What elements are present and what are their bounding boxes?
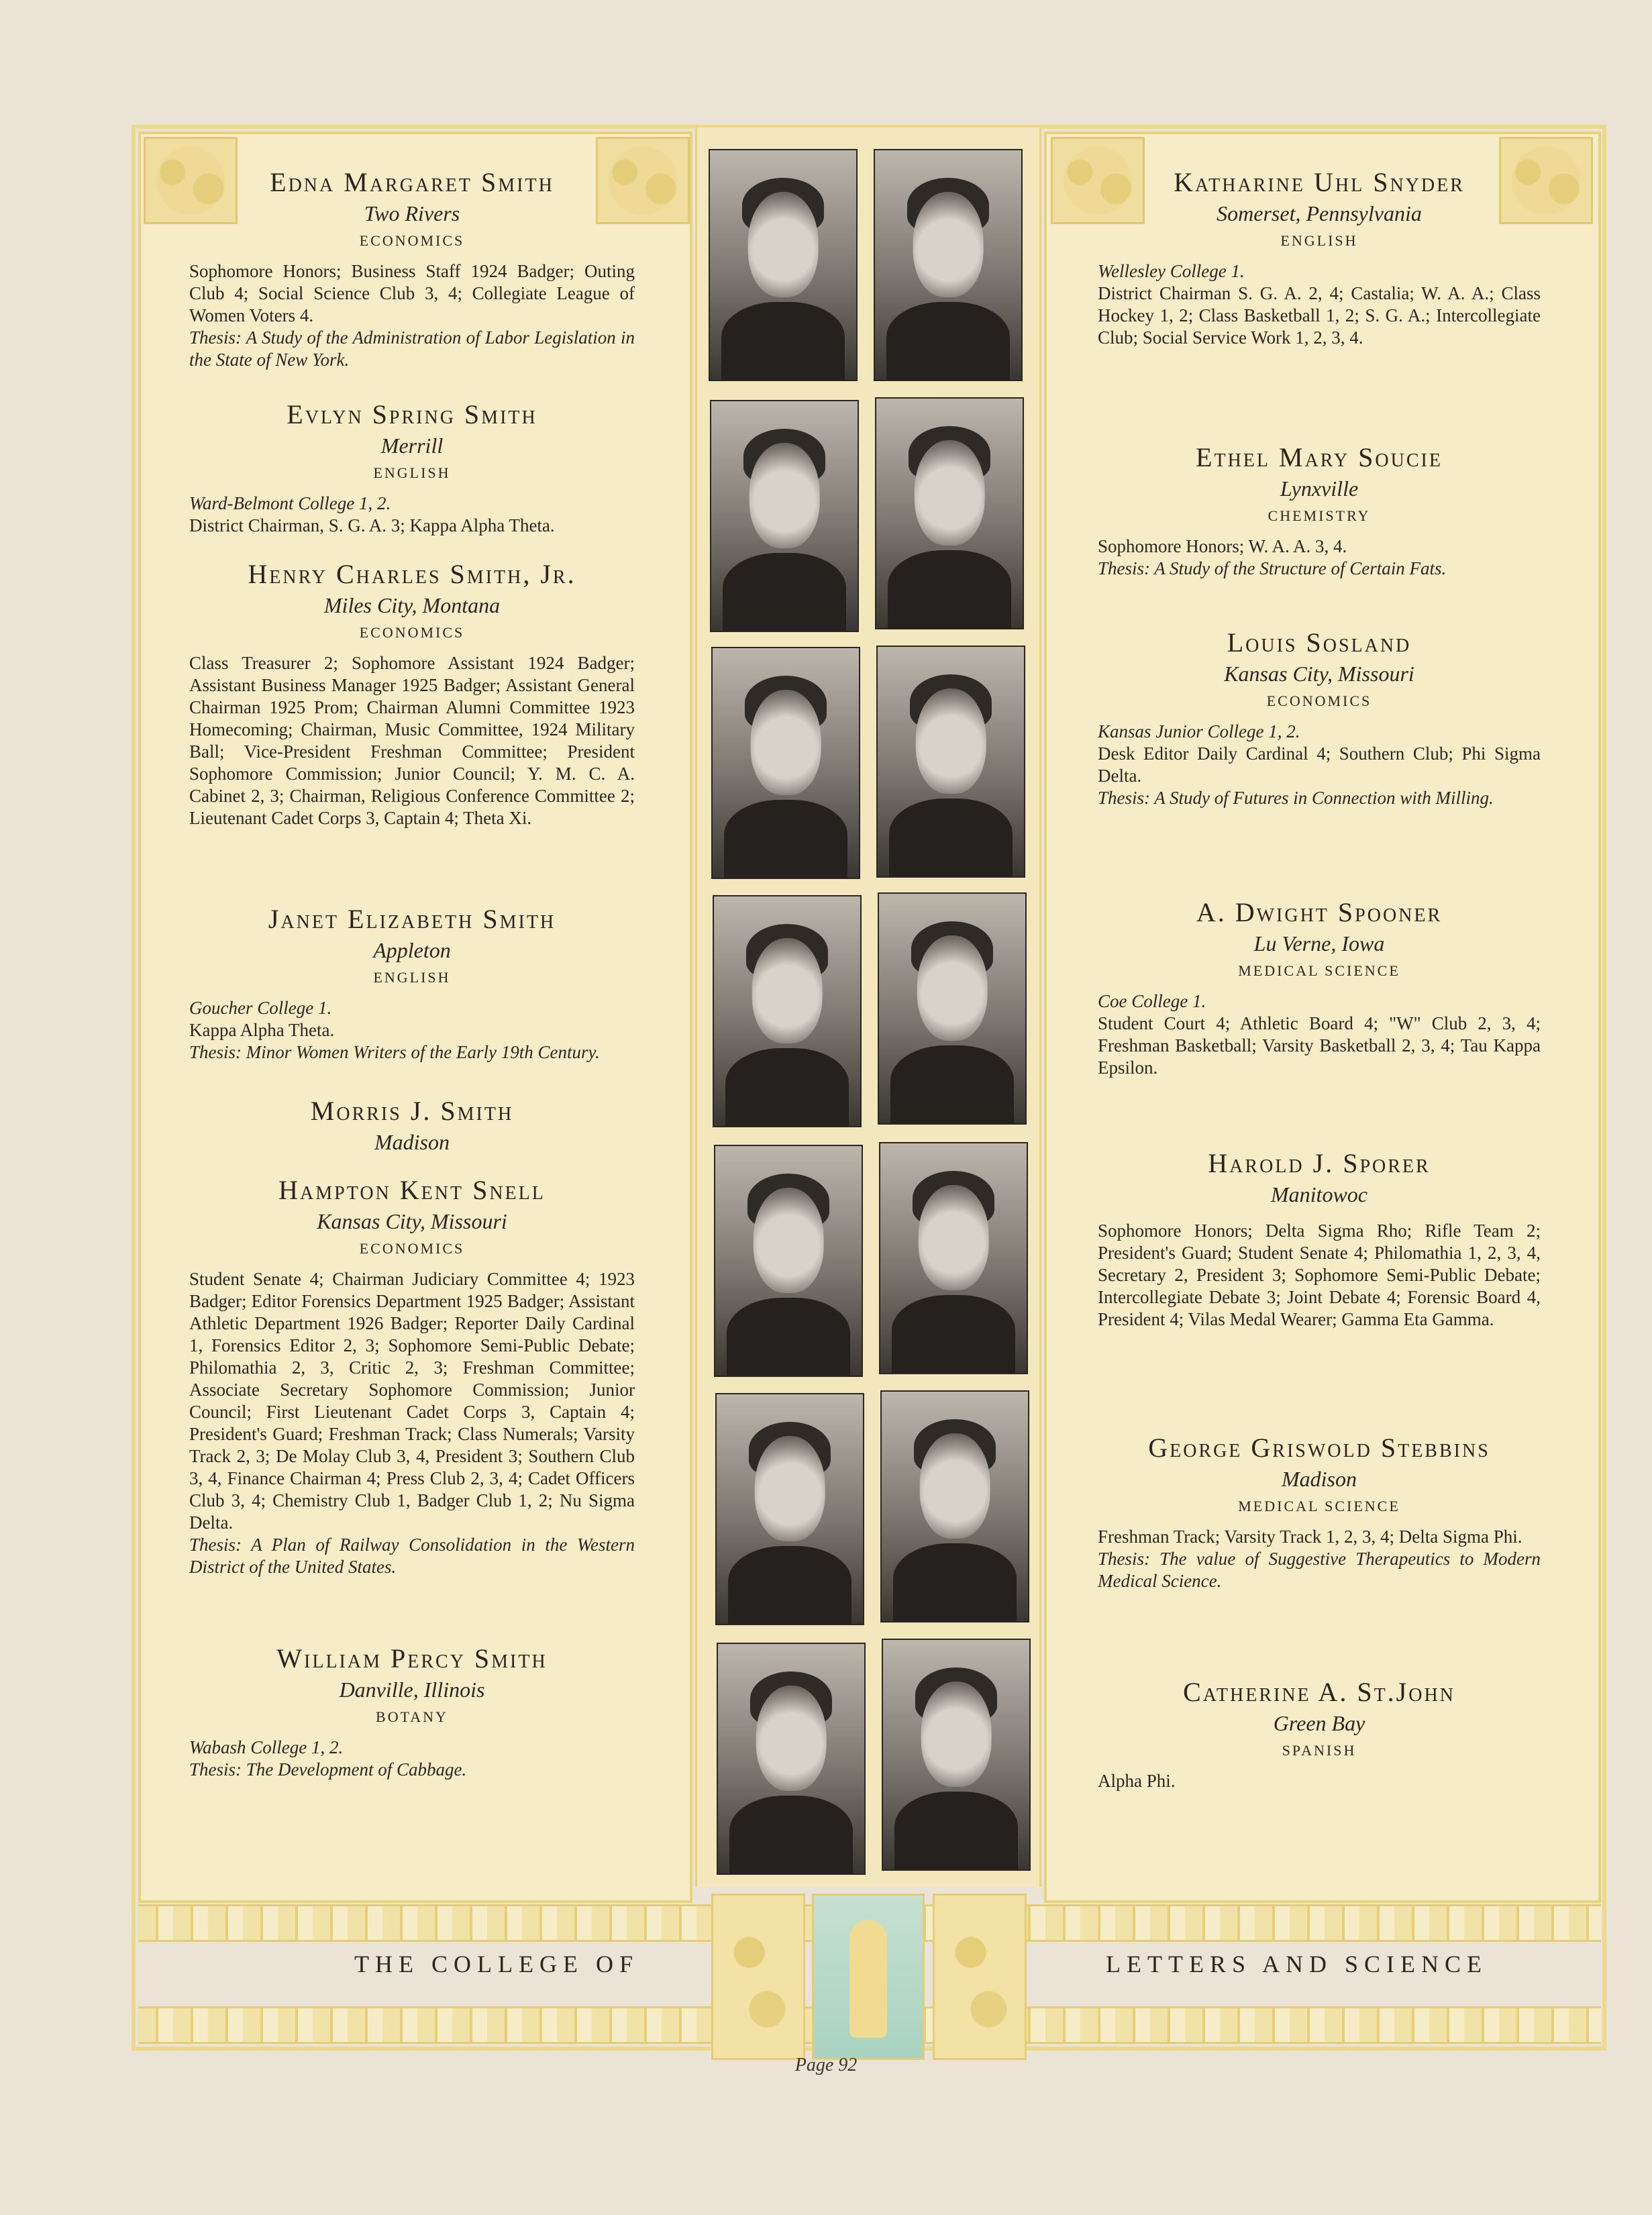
entry-major: ECONOMICS: [359, 624, 465, 641]
entry-prior-college: Coe College 1.: [1098, 991, 1206, 1011]
entry-name: Harold J. Sporer: [1208, 1148, 1431, 1178]
entry-name: Evlyn Spring Smith: [287, 399, 537, 429]
entry-thesis: Thesis: The value of Suggestive Therapeutics to Modern Medical Science.: [1098, 1549, 1541, 1591]
entry-hometown: Two Rivers: [364, 201, 460, 225]
entry-name: Catherine A. St.John: [1183, 1677, 1455, 1707]
entry-major: CHEMISTRY: [1268, 507, 1371, 524]
entry-name: Louis Sosland: [1227, 627, 1412, 658]
portrait-photo: [717, 1643, 866, 1875]
entry-thesis: Thesis: Minor Women Writers of the Early 19th Century.: [189, 1042, 600, 1062]
entry-major: ECONOMICS: [359, 232, 465, 249]
entry-name: Hampton Kent Snell: [278, 1175, 546, 1205]
entry-name: A. Dwight Spooner: [1196, 897, 1443, 927]
entry-george-griswold-stebbins: [1098, 1432, 1541, 1676]
portrait-photo: [709, 149, 858, 381]
entry-hometown: Danville, Illinois: [339, 1678, 485, 1702]
entry-name: Katharine Uhl Snyder: [1174, 167, 1465, 197]
entry-hometown: Madison: [374, 1130, 450, 1154]
entry-activities: Sophomore Honors; Delta Sigma Rho; Rifle Team 2; President's Guard; Student Senate 4; Philomathia 1, 2, 3, 4, Secretary 2, President 3; Sophomore Semi-Public Debate; Intercollegiate Debate 3; Joint Debate 4; Forensic Board 4, President 4; Vilas Medal Wearer; Gamma Eta Gamma.: [1098, 1221, 1541, 1329]
entry-name: Morris J. Smith: [310, 1096, 514, 1126]
portrait-photo: [713, 895, 862, 1127]
entry-thesis: Thesis: A Study of Futures in Connection with Milling.: [1098, 788, 1494, 808]
entry-major: MEDICAL SCIENCE: [1238, 1498, 1400, 1514]
entry-william-percy-smith: [189, 1643, 635, 1781]
statue-figure-icon: [849, 1920, 887, 2038]
entry-morris-j-smith: [189, 1095, 635, 1174]
portrait-photo: [714, 1145, 863, 1377]
entry-prior-college: Goucher College 1.: [189, 998, 332, 1018]
entry-name: Ethel Mary Soucie: [1196, 442, 1443, 472]
entry-activities: Student Court 4; Athletic Board 4; "W" Club 2, 3, 4; Freshman Basketball; Varsity Basketball 2, 3, 4; Tau Kappa Epsilon.: [1098, 1013, 1541, 1078]
entry-major: SPANISH: [1282, 1742, 1357, 1759]
footer-title-left: THE COLLEGE OF: [354, 1951, 639, 1977]
entry-thesis: Thesis: A Study of the Administration of Labor Legislation in the State of New York.: [189, 327, 635, 370]
entry-name: Henry Charles Smith, Jr.: [248, 559, 576, 589]
entry-activities: Desk Editor Daily Cardinal 4; Southern Club; Phi Sigma Delta.: [1098, 743, 1541, 786]
entry-activities: District Chairman S. G. A. 2, 4; Castalia; W. A. A.; Class Hockey 1, 2; Class Basketball 1, 2; S. G. A.; Intercollegiate Club; Social Service Work 1, 2, 3, 4.: [1098, 283, 1541, 348]
entry-a-dwight-spooner: [1098, 896, 1541, 1147]
entry-name: Janet Elizabeth Smith: [268, 904, 556, 934]
right-entries: [1098, 166, 1541, 1792]
entry-hometown: Kansas City, Missouri: [1224, 662, 1414, 686]
entry-thesis: Thesis: A Study of the Structure of Certain Fats.: [1098, 558, 1447, 578]
entry-janet-elizabeth-smith: [189, 903, 635, 1095]
entry-major: ENGLISH: [373, 969, 451, 986]
entry-name: George Griswold Stebbins: [1148, 1433, 1490, 1463]
entry-prior-college: Wellesley College 1.: [1098, 261, 1245, 281]
portrait-photo: [880, 1390, 1029, 1622]
portrait-photo: [715, 1393, 864, 1625]
entry-name: Edna Margaret Smith: [270, 167, 554, 197]
entry-hometown: Appleton: [373, 938, 451, 962]
portrait-photo: [882, 1639, 1031, 1871]
entry-prior-college: Kansas Junior College 1, 2.: [1098, 721, 1300, 741]
entry-hometown: Somerset, Pennsylvania: [1217, 201, 1422, 225]
portrait-photo: [878, 892, 1027, 1125]
portrait-photo: [874, 149, 1023, 381]
entry-activities: Freshman Track; Varsity Track 1, 2, 3, 4; Delta Sigma Phi.: [1098, 1527, 1522, 1547]
entry-name: William Percy Smith: [276, 1643, 548, 1673]
footer-ornament-left: [711, 1894, 805, 2060]
entry-louis-sosland: [1098, 627, 1541, 896]
entry-hometown: Manitowoc: [1271, 1182, 1367, 1206]
entry-major: MEDICAL SCIENCE: [1238, 962, 1400, 979]
entry-hampton-kent-snell: [189, 1174, 635, 1643]
entry-harold-j-sporer: [1098, 1147, 1541, 1432]
entry-hometown: Merrill: [380, 433, 444, 458]
entry-hometown: Lu Verne, Iowa: [1253, 931, 1385, 956]
entry-hometown: Green Bay: [1273, 1711, 1365, 1735]
portrait-photo: [879, 1142, 1028, 1374]
entry-evlyn-spring-smith: [189, 399, 635, 558]
portrait-photo: [876, 646, 1025, 878]
entry-activities: Kappa Alpha Theta.: [189, 1020, 335, 1040]
entry-activities: Alpha Phi.: [1098, 1771, 1176, 1791]
entry-prior-college: Wabash College 1, 2.: [189, 1737, 344, 1757]
entry-activities: Class Treasurer 2; Sophomore Assistant 1924 Badger; Assistant Business Manager 1925 Badger; Assistant General Chairman 1925 Prom; Chairman Alumni Committee 1923 Homecoming; Chairman, Music Committee, 1924 Military Ball; Vice-President Freshman Committee; President Sophomore Commission; Junior Council; Y. M. C. A. Cabinet 2, 3; Chairman, Religious Conference Committee 2; Lieutenant Cadet Corps 3, Captain 4; Theta Xi.: [189, 653, 635, 828]
entry-activities: Sophomore Honors; Business Staff 1924 Badger; Outing Club 4; Social Science Club 3, 4; Collegiate League of Women Voters 4.: [189, 261, 635, 325]
entry-hometown: Madison: [1282, 1467, 1357, 1491]
footer-title-right: LETTERS AND SCIENCE: [1106, 1951, 1488, 1977]
entry-hometown: Lynxville: [1280, 476, 1359, 501]
portrait-photo: [711, 647, 860, 879]
entry-major: BOTANY: [376, 1708, 448, 1725]
entry-major: ENGLISH: [373, 464, 451, 481]
entry-edna-margaret-smith: [189, 166, 635, 399]
entry-hometown: Miles City, Montana: [323, 593, 501, 617]
portrait-photo: [875, 397, 1024, 629]
entry-activities: Sophomore Honors; W. A. A. 3, 4.: [1098, 536, 1347, 556]
entry-thesis: Thesis: The Development of Cabbage.: [189, 1759, 467, 1780]
entry-activities: District Chairman, S. G. A. 3; Kappa Alpha Theta.: [189, 515, 555, 535]
entry-ethel-mary-soucie: [1098, 442, 1541, 627]
entry-catherine-a-st-john: [1098, 1676, 1541, 1792]
entry-activities: Student Senate 4; Chairman Judiciary Committee 4; 1923 Badger; Editor Forensics Department 1925 Badger; Assistant Athletic Department 1926 Badger; Reporter Daily Cardinal 1, Forensics Editor 2, 3; Sophomore Semi-Public Debate; Philomathia 2, 3, Critic 2, 3; Freshman Committee; Associate Secretary Sophomore Commission; Junior Council; First Lieutenant Cadet Corps 3, Captain 4; President's Guard; Freshman Track; Class Numerals; Varsity Track 2, 3; De Molay Club 3, 4, President 3; Southern Club 3, 4, Finance Chairman 4; Press Club 2, 3, 4; Cadet Officers Club 3, 4; Chemistry Club 1, Badger Club 1, 2; Nu Sigma Delta.: [189, 1269, 635, 1533]
entry-major: ENGLISH: [1280, 232, 1358, 249]
left-entries: [189, 166, 635, 1781]
entry-major: ECONOMICS: [359, 1240, 465, 1257]
entry-henry-charles-smith: [189, 558, 635, 903]
entry-major: ECONOMICS: [1266, 692, 1372, 709]
portrait-photo: [710, 400, 859, 632]
footer-ornament-right: [933, 1894, 1027, 2060]
entry-hometown: Kansas City, Missouri: [317, 1209, 507, 1233]
entry-katharine-uhl-snyder: [1098, 166, 1541, 442]
entry-thesis: Thesis: A Plan of Railway Consolidation in the Western District of the United States.: [189, 1535, 635, 1577]
page-number: Page 92: [794, 2055, 858, 2075]
college-emblem: [812, 1894, 925, 2060]
entry-prior-college: Ward-Belmont College 1, 2.: [189, 493, 391, 513]
